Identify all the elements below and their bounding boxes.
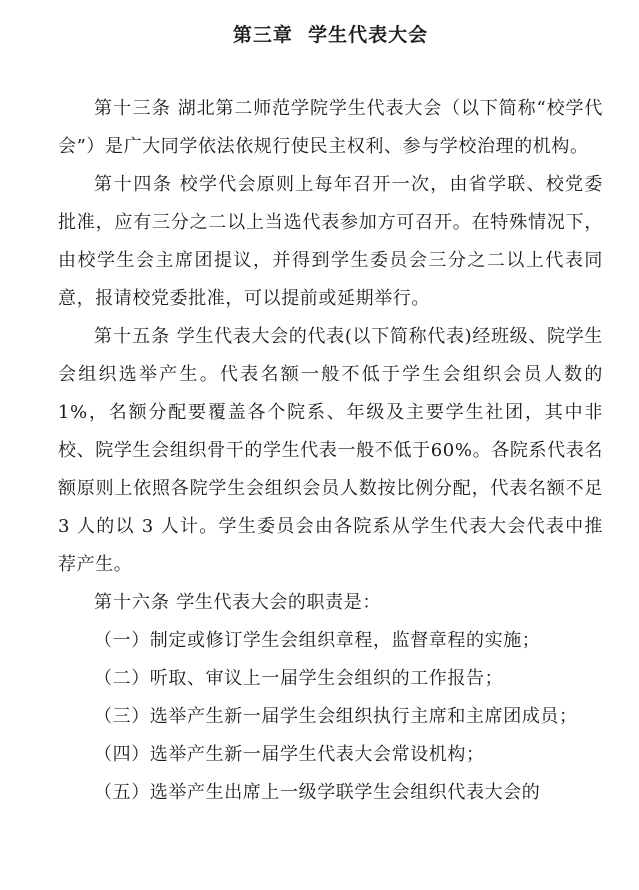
article-text: 学生代表大会的代表(以下简称代表)经班级、院学生会组织选举产生。代表名额一般不低于学生会组织会员人数的1%，名额分配要覆盖各个院系、年级及主要学生社团，其中非校、院学生会组织骨干的学生代表一般不低于60%。各院系代表名额原则上依照各院学生会组织会员人数按比例分配，代表名额不足 3 人的以 3 人计。学生委员会由各院系从学生代表大会代表中推荐产生。 [58,326,603,575]
article-number: 第十六条 [94,592,170,613]
document-body [58,90,603,812]
article-number: 第十四条 [94,174,173,195]
article-text: 湖北第二师范学院学生代表大会（以下简称“校学代会”）是广大同学依法依规行使民主权利、参与学校治理的机构。 [58,98,604,157]
article-16 [58,584,603,622]
duty-item-1: （一）制定或修订学生会组织章程，监督章程的实施； [94,630,541,651]
duty-item-3: （三）选举产生新一届学生会组织执行主席和主席团成员； [94,706,578,727]
article-13 [58,90,603,166]
article-number: 第十五条 [94,326,171,347]
duty-item-4: （四）选举产生新一届学生代表大会常设机构； [94,744,485,765]
article-number: 第十三条 [94,98,172,119]
article-14 [58,166,603,318]
article-15 [58,318,603,584]
article-text: 学生代表大会的职责是： [176,592,381,613]
chapter-title: 第三章 学生代表大会 [232,24,429,46]
article-text: 校学代会原则上每年召开一次，由省学联、校党委批准，应有三分之二以上当选代表参加方可召开。在特殊情况下，由校学生会主席团提议，并得到学生委员会三分之二以上代表同意，报请校党委批准，可以提前或延期举行。 [58,174,603,309]
duty-item-5: （五）选举产生出席上一级学联学生会组织代表大会的 [94,782,541,803]
duty-item-2: （二）听取、审议上一届学生会组织的工作报告； [94,668,504,689]
